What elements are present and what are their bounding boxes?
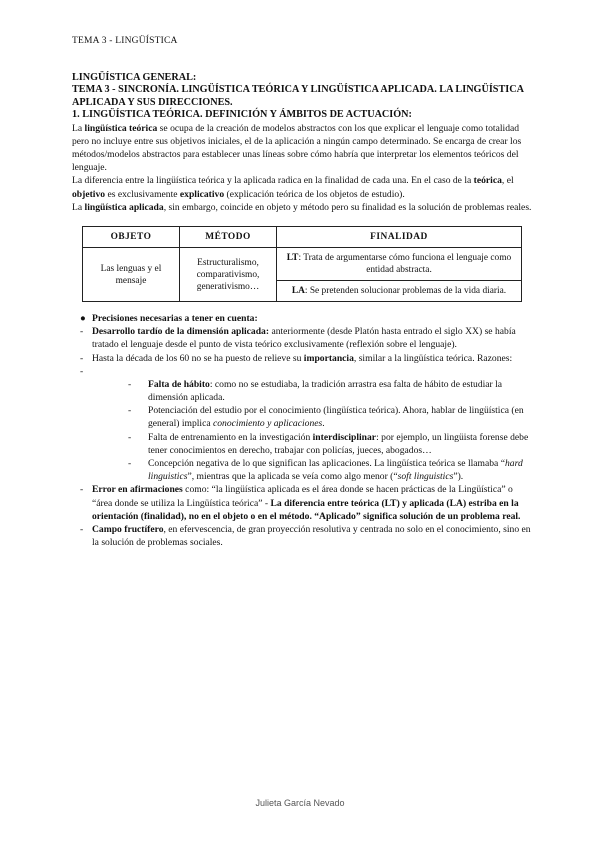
text-run: , en efervescencia, de gran proyección resolutiva y centrada no solo en el conocimiento, sino en la solución de problemas sociales. <box>92 524 531 549</box>
italic-term: hard linguistics <box>148 458 523 483</box>
text-run: Hasta la década de los 60 no se ha puesto de relieve su <box>92 352 304 364</box>
text-run: , sin embargo, coincide en objeto y método pero su finalidad es la solución de problemas reales. <box>163 201 532 213</box>
bold-term: lingüística aplicada <box>84 201 164 213</box>
text-run: Concepción negativa de lo que significan las aplicaciones. La lingüística teórica se llamaba “ <box>148 458 505 470</box>
text-run: La <box>72 122 85 134</box>
heading-topic: TEMA 3 - SINCRONÍA. LINGÜÍSTICA TEÓRICA Y LINGÜÍSTICA APLICADA. LA LINGÜÍSTICA APLICADA Y SUS DIRECCIONES. <box>72 84 524 108</box>
bold-term: Campo fructífero <box>92 524 164 536</box>
text-run: , el <box>501 175 514 187</box>
text-run: : por ejemplo, un lingüista forense debe tener conocimientos en derecho, trabajar con policías, jueces, abogados… <box>148 431 529 456</box>
text-run: : como no se estudiaba, la tradición arrastra esa falta de hábito de estudiar la dimensión aplicada. <box>148 378 503 404</box>
text-run: La <box>72 201 85 213</box>
dash-marker: - <box>80 352 84 364</box>
list-item <box>72 483 532 523</box>
paragraph-applied <box>72 201 532 214</box>
bold-term: lingüística teórica <box>84 122 158 134</box>
lt-label: LT <box>286 253 299 264</box>
comparison-table <box>82 226 522 302</box>
bold-term: teórica <box>473 175 502 187</box>
list-item-empty <box>72 365 532 378</box>
bullet-icon: ● <box>80 313 86 325</box>
dash-marker: - <box>128 378 132 390</box>
table-cell-objeto: Las lenguas y el mensaje <box>83 248 180 302</box>
bold-term: interdisciplinar <box>312 431 377 443</box>
text-run: es exclusivamente <box>105 188 180 200</box>
table-cell-metodo: Estructuralismo, comparativismo, generativismo… <box>180 248 277 302</box>
text-run: (explicación teórica de los objetos de estudio). <box>224 188 405 200</box>
text-run: , similar a la lingüística teórica. Razones: <box>353 352 513 364</box>
text-run: ”, mientras que la aplicada se veía como algo menor (“ <box>187 471 398 483</box>
la-text: : Se pretenden solucionar problemas de la vida diaria. <box>304 286 507 297</box>
bold-term: importancia <box>303 352 354 364</box>
table-header-finalidad: FINALIDAD <box>277 227 522 248</box>
bold-term: La diferencia entre teórica (LT) y aplicada (LA) estriba en la orientación (finalidad), no en el objeto o en el método. “Aplicado” significa solución de un problema real. <box>92 497 521 522</box>
sub-list-item <box>72 457 532 483</box>
text-run: anteriormente (desde Platón hasta entrado el siglo XX) se había tratado el lenguaje desde el punto de vista teórico exclusivamente (reflexión sobre el lenguaje). <box>92 326 516 351</box>
list-item <box>72 352 532 365</box>
text-run: ”). <box>453 471 464 483</box>
page-header: TEMA 3 - LINGÜÍSTICA <box>72 36 178 46</box>
text-run: . <box>322 418 325 430</box>
page-footer: Julieta García Nevado <box>255 798 345 808</box>
sub-list-item <box>72 378 532 404</box>
text-run: como: “la lingüística aplicada es el área donde se hacen prácticas de la Lingüística” o “área donde se utiliza la Lingüística teórica” - <box>92 484 513 509</box>
list-item <box>72 325 532 351</box>
table-cell-la <box>277 281 522 302</box>
text-run: La diferencia entre la lingüística teórica y la aplicada radica en la finalidad de cada una. En el caso de la <box>72 175 474 187</box>
dash-marker: - <box>80 326 84 338</box>
table-header-objeto: OBJETO <box>83 227 180 248</box>
bold-term: Error en afirmaciones <box>92 484 183 496</box>
la-label: LA <box>291 286 305 297</box>
text-run: Falta de entrenamiento en la investigación <box>148 431 313 443</box>
bold-term: objetivo <box>72 188 106 200</box>
bold-term: explicativo <box>179 188 225 200</box>
sub-list-item <box>72 404 532 430</box>
sub-list-item <box>72 431 532 457</box>
dash-marker: - <box>128 431 132 443</box>
italic-term: soft linguistics <box>397 471 454 483</box>
italic-term: conocimiento y aplicaciones <box>213 418 323 430</box>
text-run: Potenciación del estudio por el conocimiento (lingüística teórica). Ahora, hablar de lingüística (en general) implica <box>148 405 524 430</box>
dash-marker: - <box>80 484 84 496</box>
document-body <box>72 72 532 550</box>
bold-term: Desarrollo tardío de la dimensión aplicada: <box>92 326 270 338</box>
list-item <box>72 523 532 549</box>
dash-marker: - <box>128 458 132 470</box>
list-title: Precisiones necesarias a tener en cuenta: <box>92 313 258 325</box>
bold-term: Falta de hábito <box>148 378 210 390</box>
text-run: se ocupa de la creación de modelos abstractos con los que explicar el lenguaje como totalidad pero no incluye entre sus objetivos iniciales, el de la aplicación a ningún campo determinado. Se encarga de crear los métodos/modelos abstractos para establecer unas líneas sobre cómo habría que interpretar los elementos teóricos del lenguaje. <box>72 122 522 174</box>
dash-marker: - <box>80 524 84 536</box>
table-cell-lt <box>277 248 522 281</box>
dash-marker: - <box>80 365 84 377</box>
dash-marker: - <box>128 405 132 417</box>
list-item <box>72 312 532 325</box>
heading-general: LINGÜÍSTICA GENERAL: <box>72 72 197 83</box>
notes-list <box>72 312 532 549</box>
table-header-metodo: MÉTODO <box>180 227 277 248</box>
heading-section: 1. LINGÜÍSTICA TEÓRICA. DEFINICIÓN Y ÁMBITOS DE ACTUACIÓN: <box>72 109 412 121</box>
lt-text: : Trata de argumentarse cómo funciona el lenguaje como entidad abstracta. <box>298 253 512 276</box>
paragraph-theoretical <box>72 122 532 175</box>
paragraph-difference <box>72 174 532 200</box>
